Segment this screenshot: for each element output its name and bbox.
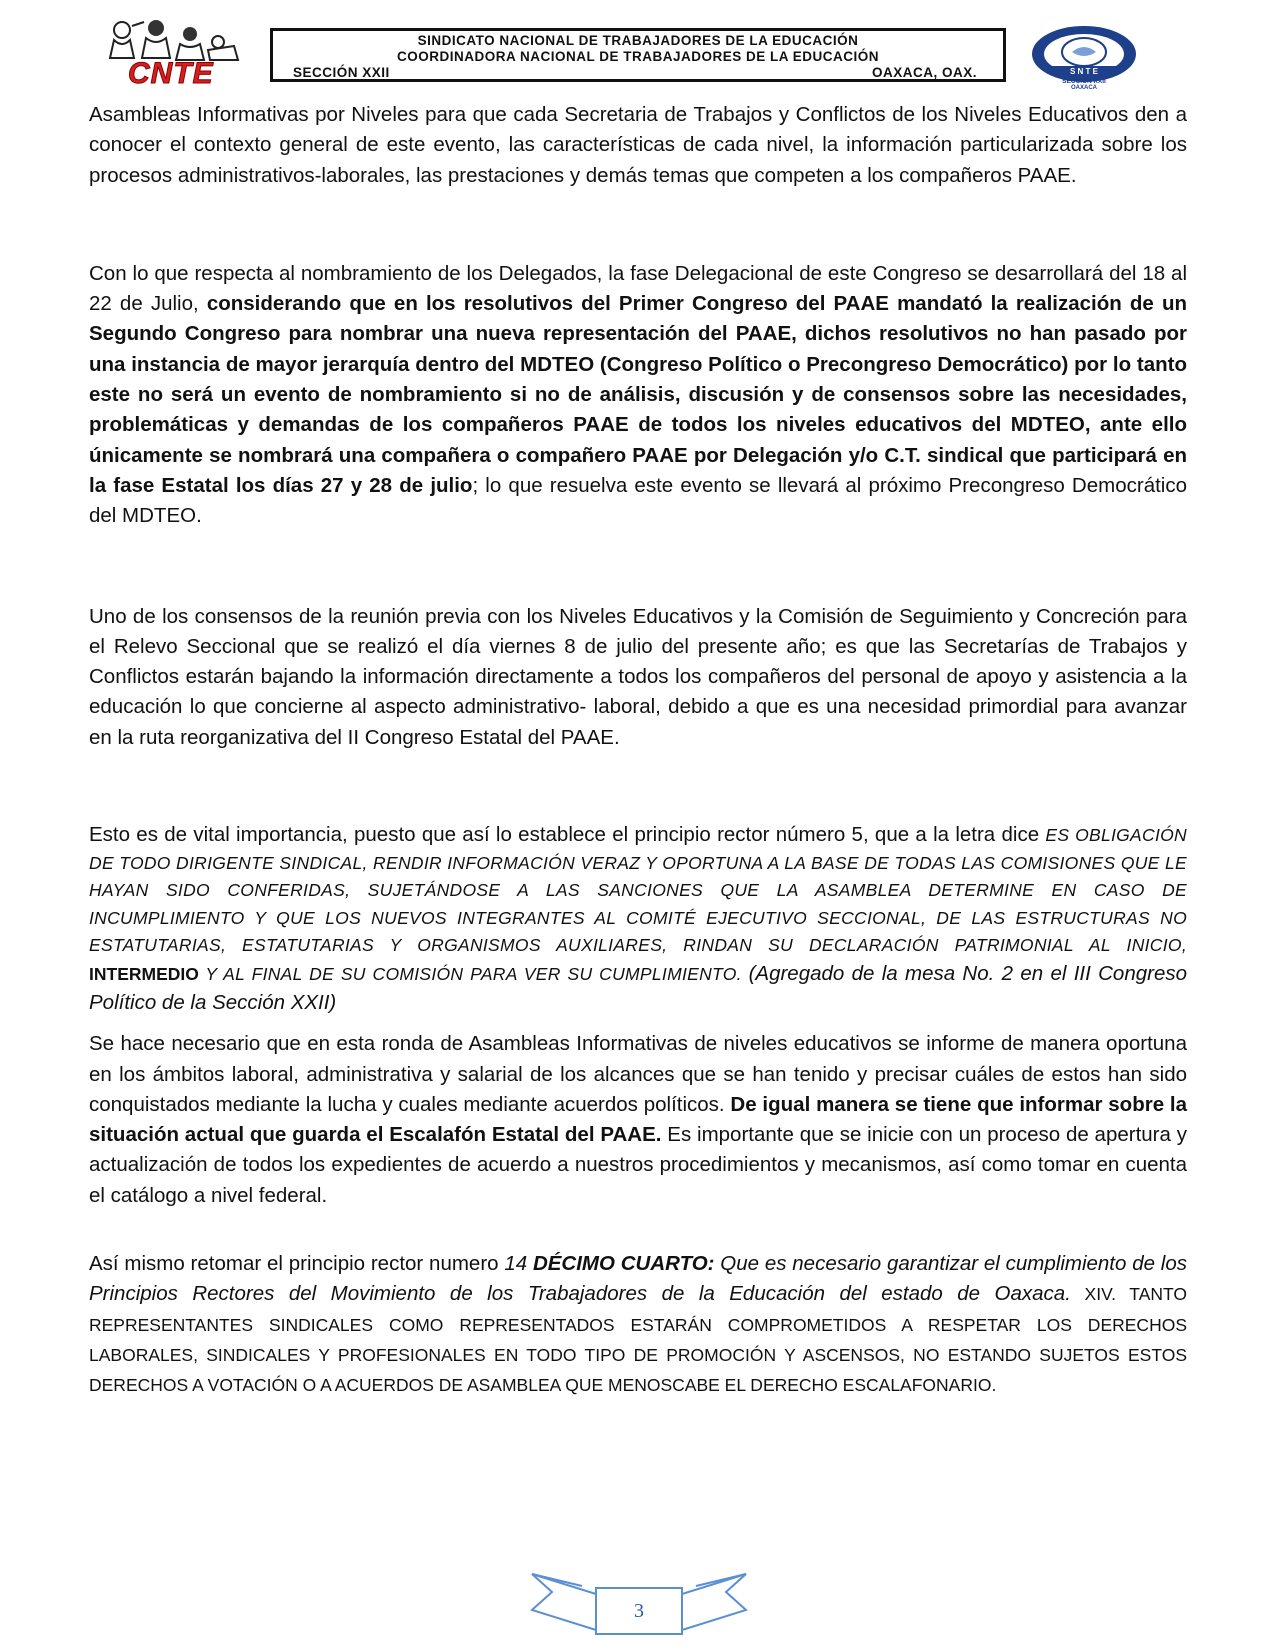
snte-section-seal	[1028, 24, 1140, 90]
principio-14-quote: Que es necesario garantizar el cumplimiento de los Principios Rectores del Movimiento de los Trabajadores de la Educación del estado de Oaxaca.	[89, 1251, 1187, 1306]
cnte-logo-text: CNTE	[128, 57, 214, 90]
header-line-coordinator: COORDINADORA NACIONAL DE TRABAJADORES DE LA EDUCACIÓN	[396, 49, 879, 64]
paragraph-delegados	[89, 259, 1187, 532]
header-line-union: SINDICATO NACIONAL DE TRABAJADORES DE LA EDUCACIÓN	[417, 33, 859, 48]
seal-city-text: OAXACA	[1070, 85, 1098, 90]
principio-14-title: DÉCIMO CUARTO:	[532, 1251, 715, 1275]
header-line-section	[289, 65, 987, 81]
paragraph-consensos: Uno de los consensos de la reunión previa con los Niveles Educativos y la Comisión de Seguimiento y Concreción para el Relevo Seccional que se realizó el día viernes 8 de julio del presente año; es que las Secretarías de Trabajos y Conflictos estarán bajando la información directamente a todos los compañeros del personal de apoyo y asistencia a la educación lo que concierne al aspecto administrativo- laboral, debido a que es una necesidad primordial para avanzar en la ruta reorganizativa del II Congreso Estatal del PAAE.	[89, 604, 1187, 749]
principio-14-number: 14	[504, 1251, 533, 1275]
seal-section-text: SECCION XXII	[1062, 78, 1106, 85]
principio-5-quote-end: Y AL FINAL DE SU COMISIÓN PARA VER SU CUMPLIMIENTO.	[198, 964, 749, 985]
header-title-box	[270, 28, 1006, 82]
paragraph-principio-14	[89, 1249, 1187, 1400]
paragraph-asambleas: Asambleas Informativas por Niveles para que cada Secretaria de Trabajos y Conflictos de los Niveles Educativos den a conocer el contexto general de este evento, las características de cada nivel, la información particularizada sobre los procesos administrativos-laborales, las prestaciones y demás temas que competen a los compañeros PAAE.	[89, 103, 1187, 187]
paragraph-informar	[89, 1029, 1187, 1211]
principio-5-note: (Agregado de la mesa No. 2 en el III Congreso Político de la Sección XXII)	[89, 962, 1188, 1014]
page-header	[0, 0, 1275, 96]
principio-5-quote: ES OBLIGACIÓN DE TODO DIRIGENTE SINDICAL, RENDIR INFORMACIÓN VERAZ Y OPORTUNA A LA BASE DE TODAS LAS COMISIONES QUE LE HAYAN SIDO CONFERIDAS, SUJETÁNDOSE A LAS SANCIONES QUE LA ASAMBLEA DETERMINE EN CASO DE INCUMPLIMIENTO Y QUE LOS NUEVOS INTEGRANTES AL COMITÉ EJECUTIVO SECCIONAL, DE LAS ESTRUCTURAS NO ESTATUTARIAS, ESTATUTARIAS Y ORGANISMOS AUXILIARES, RINDAN SU DECLARACIÓN PATRIMONIAL AL INICIO,	[89, 825, 1187, 956]
informar-bold: De igual manera se tiene que informar sobre la situación actual que guarda el Escalafón Estatal del PAAE.	[89, 1092, 1187, 1147]
paragraph-principio-5	[89, 821, 1187, 1017]
header-section: SECCIÓN XXII	[293, 65, 390, 80]
header-location: OAXACA, OAX.	[871, 65, 977, 80]
seal-snte-text: S N T E	[1069, 67, 1099, 76]
delegados-bold: considerando que en los resolutivos del Primer Congreso del PAAE mandató la realización de un Segundo Congreso para nombrar una nueva representación del PAAE, dichos resolutivos no han pasado por una instancia de mayor jerarquía dentro del MDTEO (Congreso Político o Precongreso Democrático) por lo tanto este no será un evento de nombramiento si no de análisis, discusión y de consensos sobre las necesidades, problemáticas y demandas de los compañeros PAAE de todos los niveles educativos del MDTEO, ante ello únicamente se nombrará una compañera o compañero PAAE por Delegación y/o C.T. sindical que participará en la fase Estatal los días 27 y 28 de julio	[89, 292, 1187, 497]
principio-14-intro: Así mismo retomar el principio rector numero	[89, 1251, 505, 1275]
delegados-end: ; lo que resuelva este evento se llevará al próximo Precongreso Democrático del MDTEO.	[89, 473, 1187, 528]
informar-intro: Se hace necesario que en esta ronda de Asambleas Informativas de niveles educativos se informe de manera oportuna en los ámbitos laboral, administrativa y salarial de los alcances que se han tenido y precisar cuáles de estos han sido conquistados mediante la lucha y cuales mediante acuerdos políticos.	[89, 1032, 1187, 1116]
principio-5-intermedio: INTERMEDIO	[89, 964, 199, 985]
delegados-intro: Con lo que respecta al nombramiento de los Delegados, la fase Delegacional de este Congreso se desarrollará del 18 al 22 de Julio,	[89, 261, 1187, 316]
principio-5-intro: Esto es de vital importancia, puesto que así lo establece el principio rector número 5, que a la letra dice	[89, 823, 1046, 847]
principio-14-caps: XIV. TANTO REPRESENTANTES SINDICALES COMO REPRESENTADOS ESTARÁN COMPROMETIDOS A RESPETAR LOS DERECHOS LABORALES, SINDICALES Y PROFESIONALES EN TODO TIPO DE PROMOCIÓN Y ASCENSOS, NO ESTANDO SUJETOS ESTOS DERECHOS A VOTACIÓN O A ACUERDOS DE ASAMBLEA QUE MENOSCABE EL DERECHO ESCALAFONARIO.	[89, 1284, 1187, 1396]
informar-end: Es importante que se inicie con un proceso de apertura y actualización de todos los expedientes de acuerdo a nuestros procedimientos y mecanismos, así como tomar en cuenta el catálogo a nivel federal.	[89, 1123, 1187, 1207]
document-body	[89, 100, 1187, 1400]
page-number: 3	[634, 1600, 644, 1622]
